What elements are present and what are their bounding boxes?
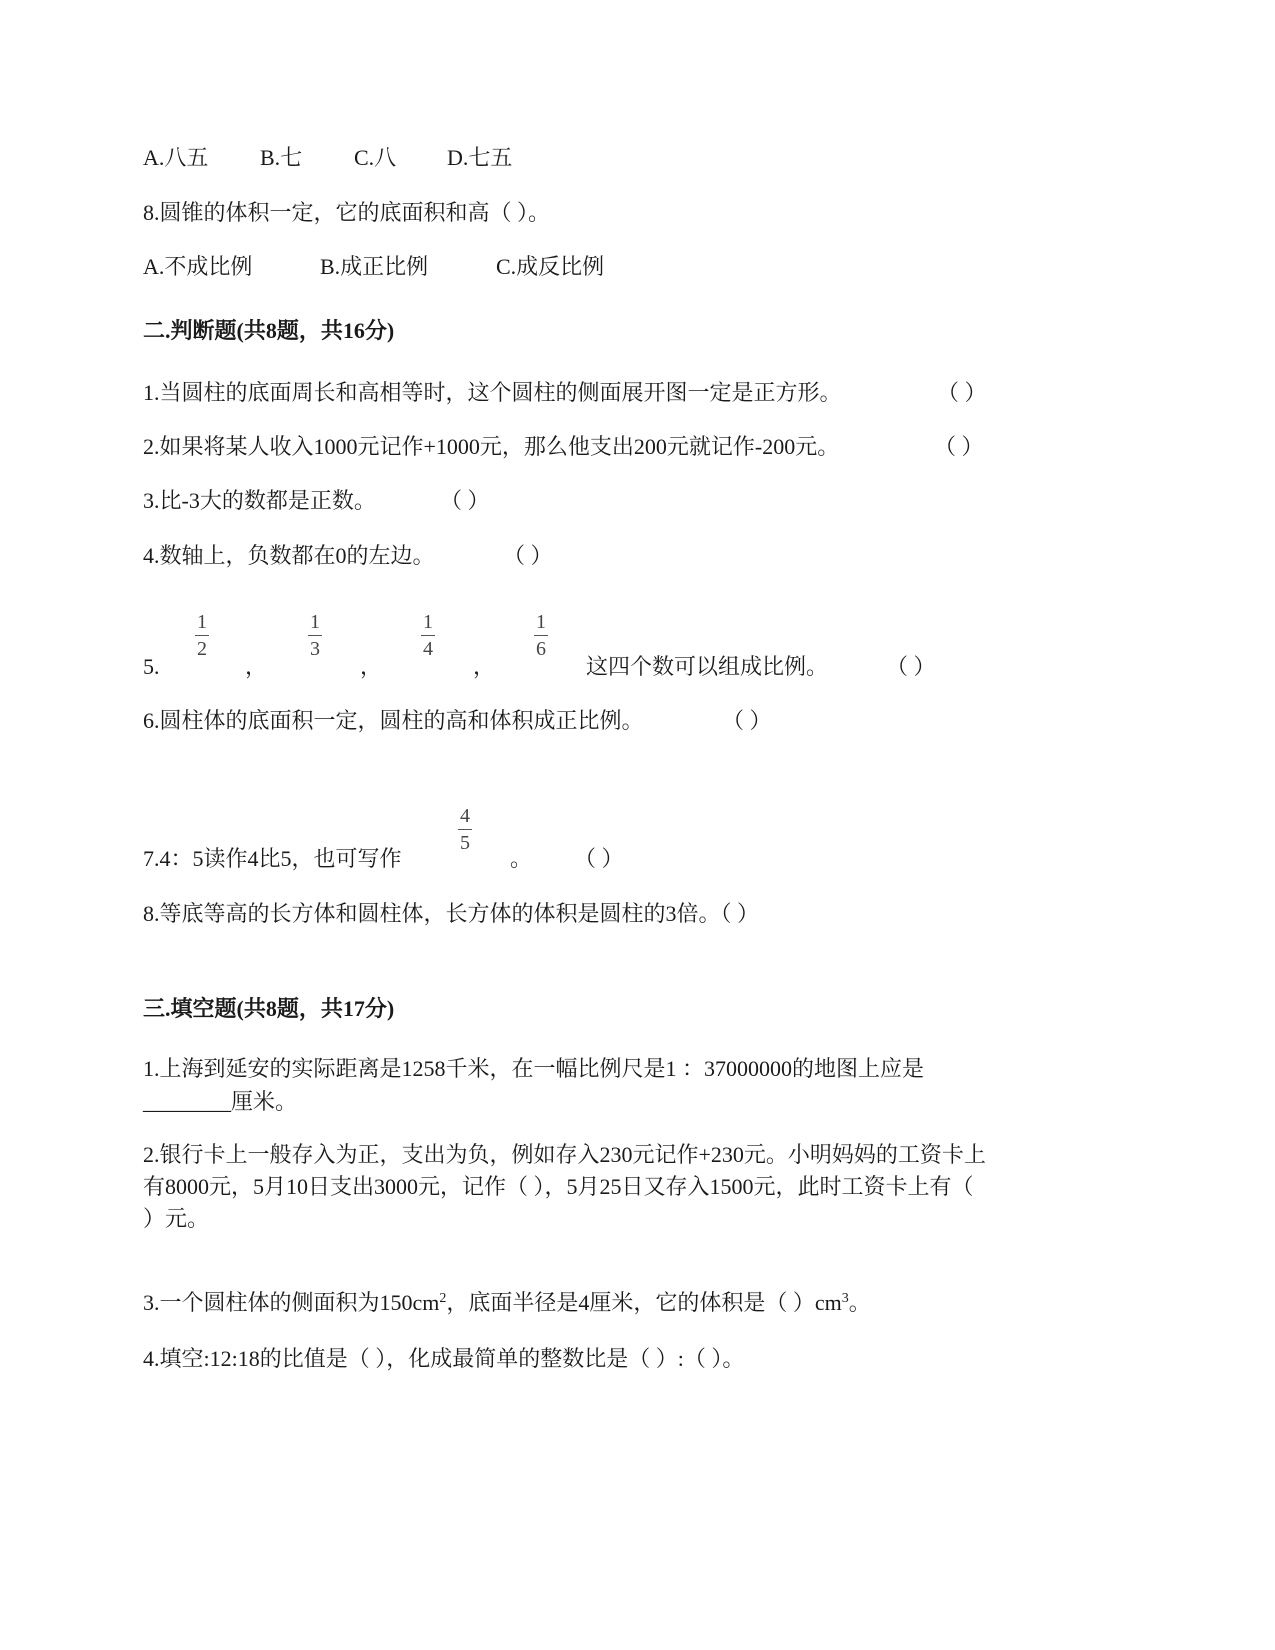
comma: ， — [473, 654, 496, 679]
fraction-denominator: 4 — [423, 638, 433, 660]
q8-option-c: C.成反比例 — [496, 254, 605, 279]
section-2-title: 二.判断题(共8题，共16分) — [143, 318, 395, 343]
judge-q6-text: 6.圆柱体的底面积一定，圆柱的高和体积成正比例。 — [143, 708, 644, 733]
section-3-title: 三.填空题(共8题，共17分) — [143, 996, 395, 1021]
fraction-numerator: 1 — [310, 611, 320, 633]
question-8-text: 8.圆锥的体积一定，它的底面积和高（ ）。 — [143, 200, 551, 225]
fill-q1-line2: ________厘米。 — [143, 1089, 298, 1114]
fraction-numerator: 1 — [197, 611, 207, 633]
fill-q2-line1: 2.银行卡上一般存入为正，支出为负，例如存入230元记作+230元。小明妈妈的工资卡上 — [143, 1142, 986, 1167]
fill-q3-part2: ，底面半径是4厘米，它的体积是（ ）cm — [446, 1290, 842, 1315]
fill-q3-part1: 3.一个圆柱体的侧面积为150cm — [143, 1290, 440, 1315]
fraction-bar — [458, 829, 472, 830]
fraction-numerator: 4 — [460, 805, 470, 827]
judge-q4-text: 4.数轴上，负数都在0的左边。 — [143, 543, 435, 568]
fraction-1-6 — [534, 612, 548, 659]
judge-q5-paren: （ ） — [886, 654, 936, 679]
fill-q2-line3: ）元。 — [143, 1206, 210, 1231]
judge-q1-paren: （ ） — [937, 380, 987, 405]
judge-q8-text: 8.等底等高的长方体和圆柱体，长方体的体积是圆柱的3倍。（ ） — [143, 901, 760, 926]
judge-q4-paren: （ ） — [503, 543, 553, 568]
judge-q5-text: 这四个数可以组成比例。 — [586, 654, 829, 679]
fill-q3-text — [143, 1292, 871, 1314]
fraction-1-4 — [421, 612, 435, 659]
fill-q3-part3: 。 — [848, 1290, 871, 1315]
judge-q7-paren: （ ） — [574, 846, 624, 871]
fraction-bar — [308, 635, 322, 636]
judge-q7-end: 。 — [510, 846, 533, 871]
comma: ， — [245, 654, 268, 679]
judge-q2-text: 2.如果将某人收入1000元记作+1000元，那么他支出200元就记作-200元。 — [143, 434, 840, 459]
judge-q3-text: 3.比-3大的数都是正数。 — [143, 488, 376, 513]
fraction-bar — [534, 635, 548, 636]
superscript-3: 3 — [841, 1291, 849, 1306]
fraction-bar — [195, 635, 209, 636]
fraction-numerator: 1 — [423, 611, 433, 633]
fraction-denominator: 3 — [310, 638, 320, 660]
q8-option-a: A.不成比例 — [143, 254, 253, 279]
comma: ， — [360, 654, 383, 679]
option-b: B.七 — [260, 145, 303, 170]
option-c: C.八 — [354, 145, 397, 170]
judge-q6-paren: （ ） — [722, 708, 772, 733]
fill-q4-text: 4.填空:12:18的比值是（ ），化成最简单的整数比是（ ）:（ ）。 — [143, 1346, 745, 1371]
fill-q2-line2: 有8000元，5月10日支出3000元，记作（ ），5月25日又存入1500元，此时工资卡上有（ — [143, 1174, 974, 1199]
superscript-2: 2 — [439, 1291, 447, 1306]
fraction-denominator: 6 — [536, 638, 546, 660]
fraction-4-5 — [458, 806, 472, 853]
judge-q7-text: 7.4：5读作4比5，也可写作 — [143, 846, 402, 871]
fraction-1-3 — [308, 612, 322, 659]
fraction-numerator: 1 — [536, 611, 546, 633]
option-d: D.七五 — [447, 145, 513, 170]
fraction-1-2 — [195, 612, 209, 659]
judge-q3-paren: （ ） — [440, 488, 490, 513]
judge-q1-text: 1.当圆柱的底面周长和高相等时，这个圆柱的侧面展开图一定是正方形。 — [143, 380, 842, 405]
fill-q1-line1: 1.上海到延安的实际距离是1258千米，在一幅比例尺是1 ：37000000的地图上应是 — [143, 1056, 925, 1081]
fraction-denominator: 5 — [460, 832, 470, 854]
option-a: A.八五 — [143, 145, 209, 170]
fraction-denominator: 2 — [197, 638, 207, 660]
judge-q5-number: 5. — [143, 654, 160, 679]
fraction-bar — [421, 635, 435, 636]
q8-option-b: B.成正比例 — [320, 254, 429, 279]
judge-q2-paren: （ ） — [934, 434, 984, 459]
